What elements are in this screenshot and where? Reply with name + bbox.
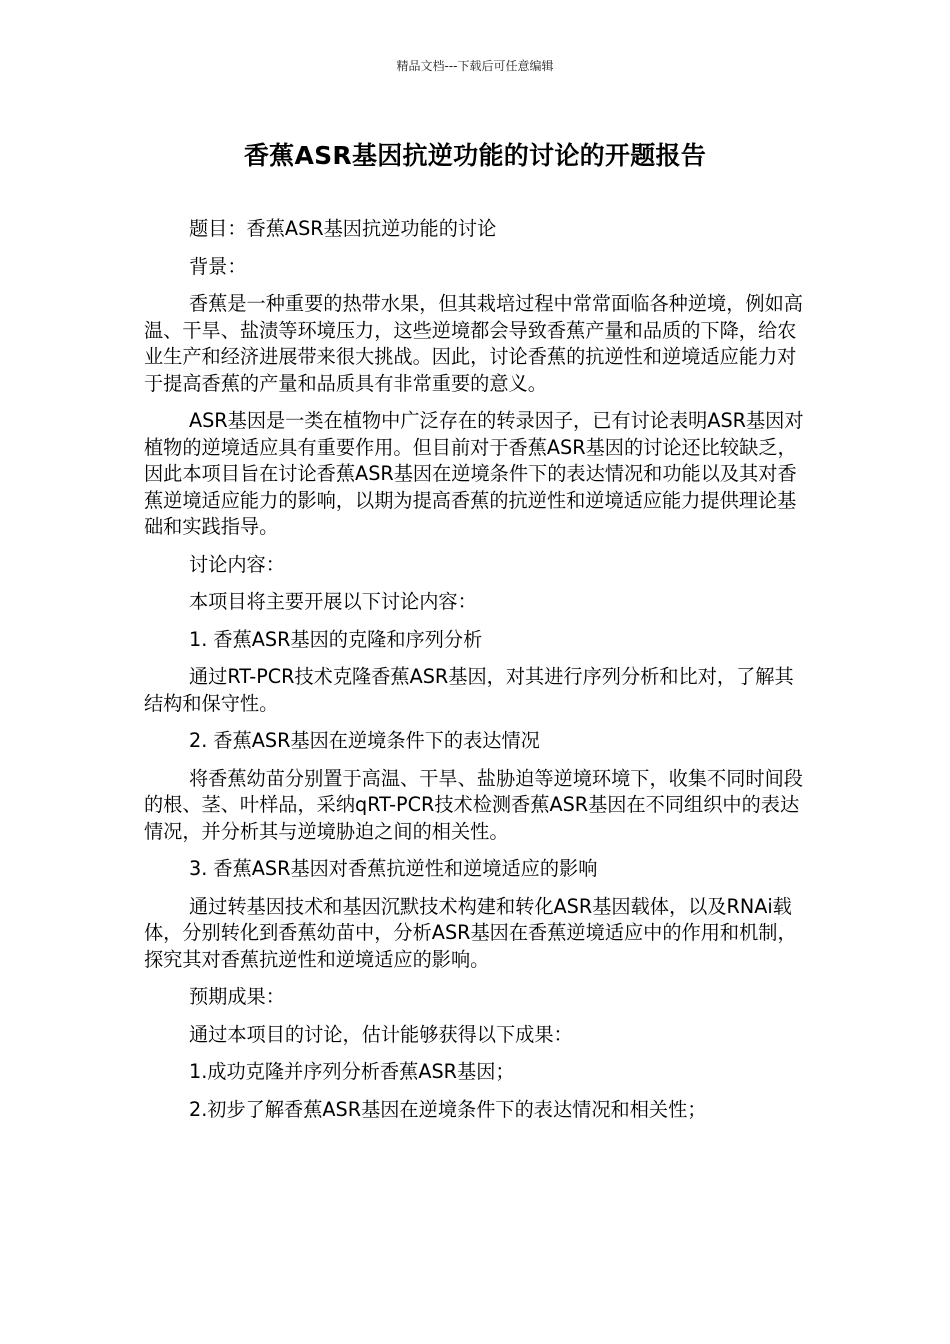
content-intro: 本项目将主要开展以下讨论内容： — [189, 590, 477, 613]
document-body — [144, 216, 804, 1123]
result-1: 1.成功克隆并序列分析香蕉ASR基因； — [189, 1060, 515, 1083]
background-heading: 背景： — [189, 254, 247, 278]
item-1-title: 1. 香蕉ASR基因的克隆和序列分析 — [189, 627, 483, 651]
document-title: 香蕉ASR基因抗逆功能的讨论的开题报告 — [243, 141, 707, 170]
item-3-title: 3. 香蕉ASR基因对香蕉抗逆性和逆境适应的影响 — [189, 857, 598, 880]
item-1-text: 通过RT-PCR技术克隆香蕉ASR基因，对其进行序列分析和比对，了解其结构和保守性。 — [144, 665, 794, 715]
background-paragraph-2: ASR基因是一类在植物中广泛存在的转录因子，已有讨论表明ASR基因对植物的逆境适应具有重要作用。但目前对于香蕉ASR基因的讨论还比较缺乏，因此本项目旨在讨论香蕉ASR基因在逆境条件下的表达情况和功能以及其对香蕉逆境适应能力的影响，以期为提高香蕉的抗逆性和逆境适应能力提供理论基础和实践指导。 — [144, 409, 804, 538]
page-header: 精品文档---下载后可任意编辑 — [396, 59, 554, 73]
results-intro: 通过本项目的讨论，估计能够获得以下成果： — [189, 1022, 573, 1046]
background-paragraph-1: 香蕉是一种重要的热带水果，但其栽培过程中常常面临各种逆境，例如高温、干旱、盐渍等环境压力，这些逆境都会导致香蕉产量和品质的下降，给农业生产和经济进展带来很大挑战。因此，讨论香蕉的抗逆性和逆境适应能力对于提高香蕉的产量和品质具有非常重要的意义。 — [144, 292, 803, 395]
topic-line: 题目：香蕉ASR基因抗逆功能的讨论 — [189, 217, 497, 240]
item-2-title: 2. 香蕉ASR基因在逆境条件下的表达情况 — [189, 729, 540, 752]
results-heading: 预期成果： — [189, 985, 285, 1008]
item-2-text: 将香蕉幼苗分别置于高温、干旱、盐胁迫等逆境环境下，收集不同时间段的根、茎、叶样品，采纳qRT-PCR技术检测香蕉ASR基因在不同组织中的表达情况，并分析其与逆境胁迫之间的相关性。 — [144, 766, 803, 843]
item-3-text: 通过转基因技术和基因沉默技术构建和转化ASR基因载体，以及RNAi载体，分别转化到香蕉幼苗中，分析ASR基因在香蕉逆境适应中的作用和机制，探究其对香蕉抗逆性和逆境适应的影响。 — [144, 894, 797, 971]
content-heading: 讨论内容： — [189, 552, 285, 576]
result-2: 2.初步了解香蕉ASR基因在逆境条件下的表达情况和相关性； — [189, 1097, 707, 1121]
